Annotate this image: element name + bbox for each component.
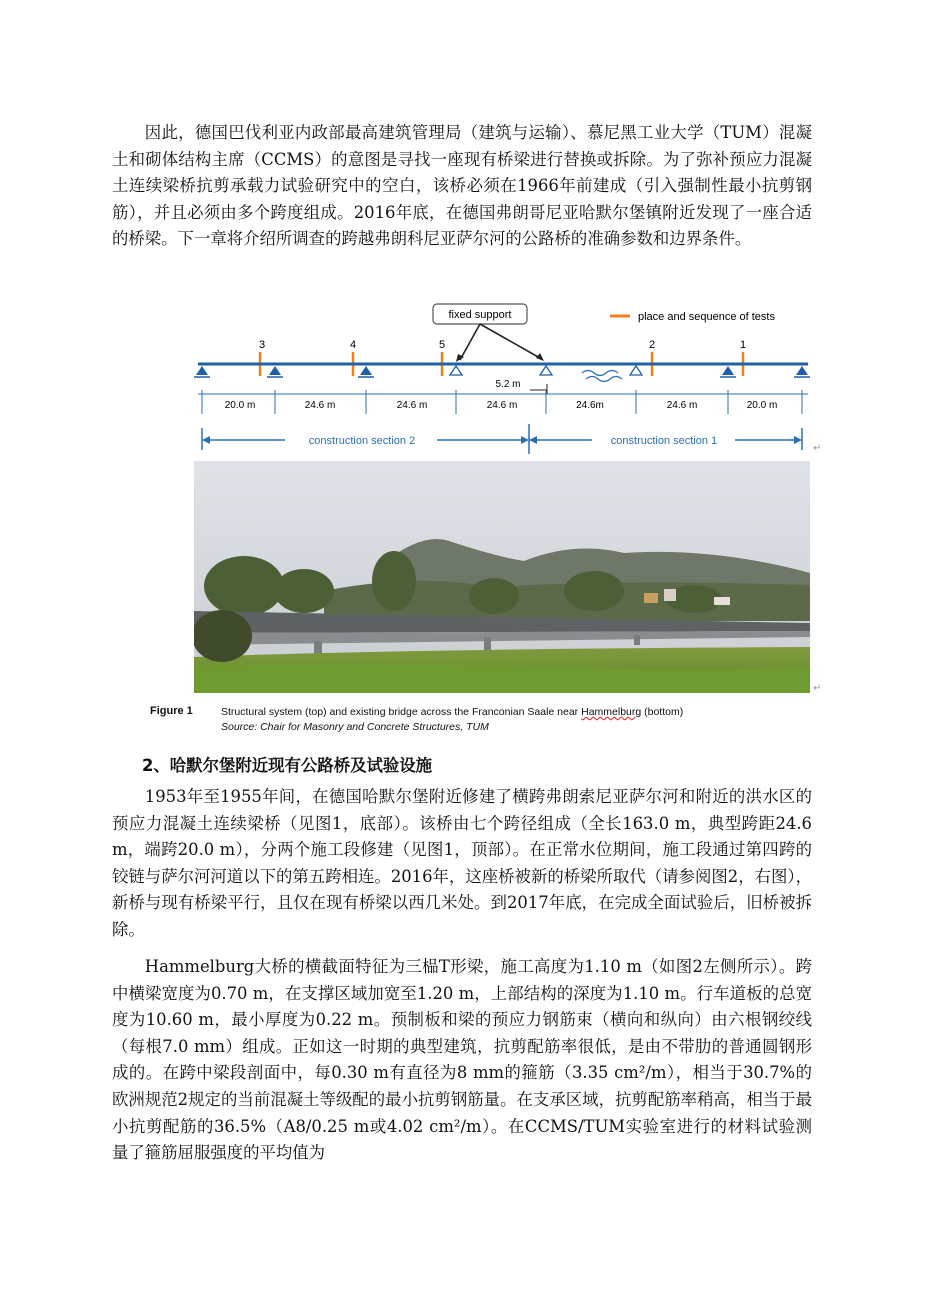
bearing — [269, 366, 281, 375]
span-label-1: 20.0 m — [224, 400, 256, 411]
fixed-bearing — [540, 366, 552, 375]
legend-label: place and sequence of tests — [638, 311, 775, 323]
span-label-6: 24.6 m — [666, 400, 698, 411]
callout-arrow-right — [480, 324, 540, 358]
bearings — [194, 366, 810, 377]
test-number-3: 3 — [258, 339, 266, 351]
callout-arrowhead-right — [536, 353, 544, 361]
test-number-5: 5 — [438, 339, 446, 351]
bearing — [722, 366, 734, 375]
offset-label: 5.2 m — [495, 379, 521, 390]
bearing — [196, 366, 208, 375]
span-label-2: 24.6 m — [304, 400, 336, 411]
bridge-photo — [194, 461, 810, 693]
section-2-label: construction section 2 — [308, 435, 416, 447]
figure-label: Figure 1 — [150, 705, 193, 717]
span-label-4: 24.6 m — [486, 400, 518, 411]
section-1-label: construction section 1 — [610, 435, 718, 447]
figure-source: Source: Chair for Masonry and Concrete Structures, TUM — [221, 721, 489, 733]
section-heading: 2、哈默尔堡附近现有公路桥及试验设施 — [142, 756, 433, 775]
test-number-2: 2 — [648, 339, 656, 351]
fixed-bearing — [450, 366, 462, 375]
bearing — [630, 366, 642, 375]
span-label-5: 24.6m — [576, 400, 604, 411]
caption-underlined-word: Hammelburg — [581, 706, 642, 718]
bearing — [360, 366, 372, 375]
callout-arrow-left — [460, 324, 480, 360]
river-waves — [582, 371, 622, 382]
span-label-3: 24.6 m — [396, 400, 428, 411]
test-number-4: 4 — [349, 339, 357, 351]
bearing — [796, 366, 808, 375]
fixed-support-label: fixed support — [448, 309, 512, 321]
paragraph-mark: ↵ — [813, 683, 822, 694]
figure-caption: Structural system (top) and existing bridge across the Franconian Saale near Hammelburg (bottom) Source: Chair for Masonry and Concrete Structures, TUM — [221, 706, 684, 733]
test-number-1: 1 — [739, 339, 747, 351]
paragraph-mark: ↵ — [813, 443, 822, 454]
intro-paragraph: 因此，德国巴伐利亚内政部最高建筑管理局（建筑与运输）、慕尼黑工业大学（TUM）混凝土和砌体结构主席（CCMS）的意图是寻找一座现有桥梁进行替换或拆除。为了弥补预应力混凝土连续梁桥抗剪承载力试验研究中的空白，该桥必须在1966年前建成（引入强制性最小抗剪钢筋），并且必须由多个跨度组成。2016年底，在德国弗朗哥尼亚哈默尔堡镇附近发现了一座合适的桥梁。下一章将介绍所调查的跨越弗朗科尼亚萨尔河的公路桥的准确参数和边界条件。 — [112, 123, 812, 249]
cross-section-paragraph: Hammelburg大桥的横截面特征为三榀T形梁，施工高度为1.10 m（如图2左侧所示）。跨中横梁宽度为0.70 m，在支撑区域加宽至1.20 m，上部结构的深度为1.10 m。行车道板的总宽度为10.60 m，最小厚度为0.22 m。预制板和梁的预应力钢筋束（横向和纵向）由六根钢绞线（每根7.0 mm）组成。正如这一时期的典型建筑，抗剪配筋率很低，是由不带肋的普通圆钢形成的。在跨中梁段剖面中，每0.30 m有直径为8 mm的箍筋（3.35 cm²/m），相当于30.7%的欧洲规范2规定的当前混凝土等级配的最小抗剪钢筋量。在支承区域，抗剪配筋率稍高，相当于最小抗剪配筋的36.5%（A8/0.25 m或4.02 cm²/m）。在CCMS/TUM实验室进行的材料试验测量了箍筋屈服强度的平均值为 — [112, 957, 812, 1163]
span-label-7: 20.0 m — [746, 400, 778, 411]
structural-system-diagram — [190, 298, 820, 458]
history-paragraph: 1953年至1955年间，在德国哈默尔堡附近修建了横跨弗朗索尼亚萨尔河和附近的洪水区的预应力混凝土连续梁桥（见图1，底部）。该桥由七个跨径组成（全长163.0 m，典型跨距24.6 m，端跨20.0 m），分两个施工段修建（见图1，顶部）。在正常水位期间，施工段通过第四跨的铰链与萨尔河河道以下的第五跨相连。2016年，这座桥被新的桥梁所取代（请参阅图2，右图），新桥与现有桥梁平行，且仅在现有桥梁以西几米处。到2017年底，在完成全面试验后，旧桥被拆除。 — [112, 787, 812, 939]
